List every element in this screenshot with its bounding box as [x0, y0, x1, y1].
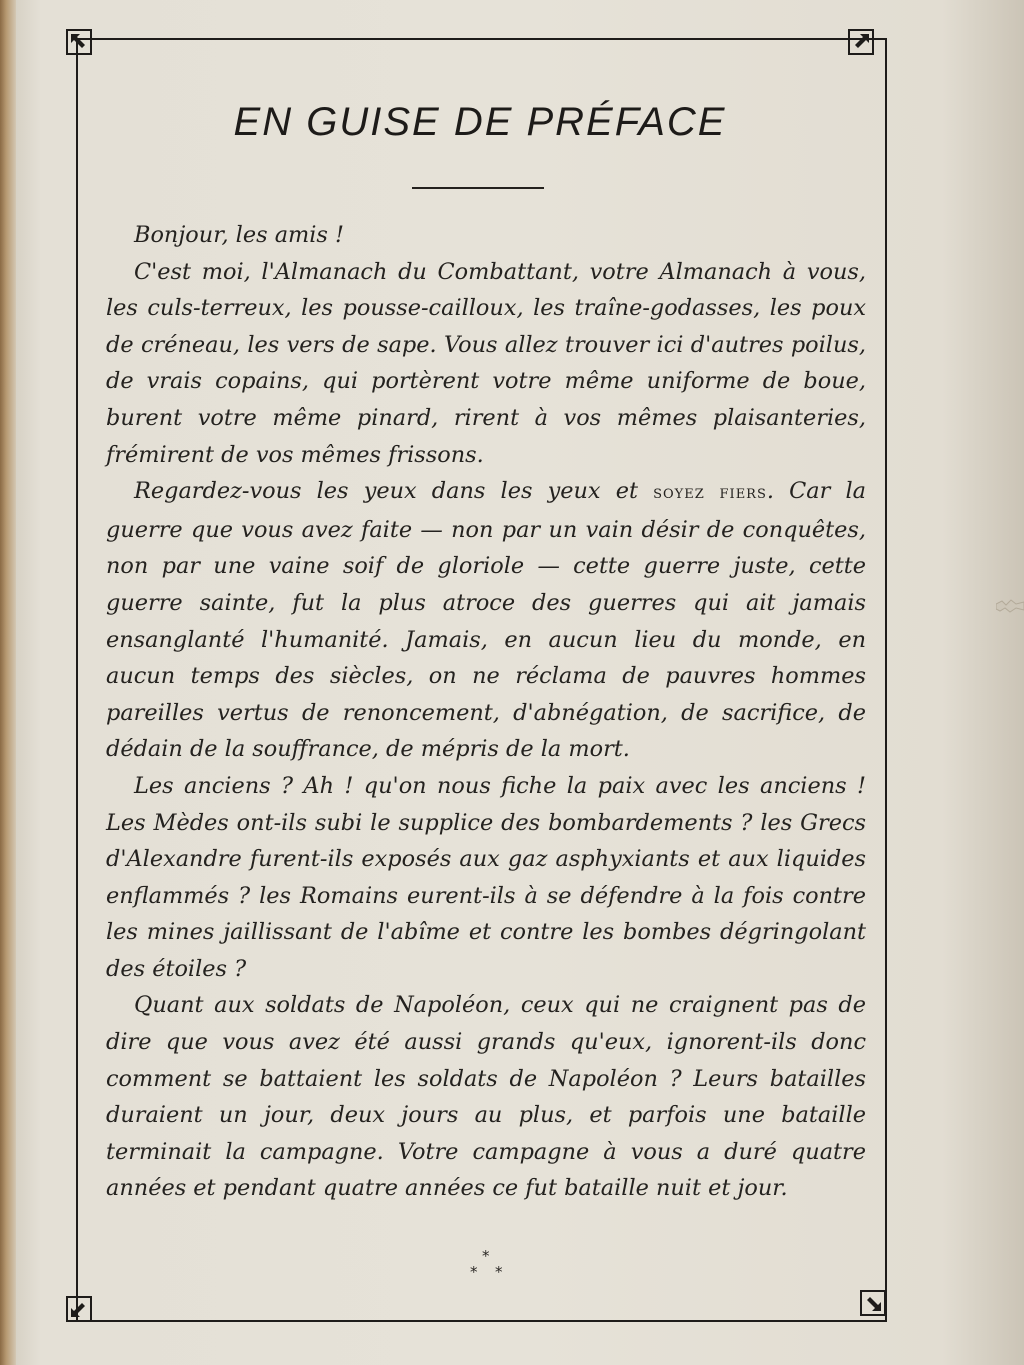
greeting-paragraph: Bonjour, les amis ! — [134, 222, 345, 248]
paragraph-almanach: C'est moi, l'Almanach du Combattant, votre Almanach à vous, les culs-terreux, les pousse-cailloux, les traîne-godasses, les poux de créneau, les vers de sape. Vous allez trouver ici d'autres poilus, de vrais copains, qui portèrent votre même uniforme de boue, burent votre même pinard, rirent à vos mêmes plaisanteries, frémirent de vos mêmes frissons. — [106, 258, 866, 468]
asterism-star-left: * — [470, 1263, 478, 1281]
corner-ornament-bottom-right-icon — [860, 1290, 886, 1316]
paragraph-soyez-fiers-end: . Car la guerre que vous avez faite — non par un vain désir de conquêtes, non par une vaine soif de gloriole — cette guerre juste, cette guerre sainte, fut la plus atroce des guerres qui ait jamais ensanglanté l'humanité. Jamais, en aucun lieu du monde, en aucun temps des siècles, on ne réclama de pauvres hommes pareilles vertus de renoncement, d'abnégation, de sacrifice, de dédain de la souffrance, de mépris de la mort. — [106, 478, 866, 763]
paper-tear-mark — [996, 596, 1024, 618]
book-spine-edge — [0, 0, 16, 1365]
corner-ornament-top-right-icon — [848, 29, 874, 55]
paragraph-soyez-fiers-start: Regardez-vous les yeux dans les yeux et — [134, 478, 654, 505]
asterism-ornament — [468, 1247, 512, 1283]
paragraph-napoleon: Quant aux soldats de Napoléon, ceux qui ne craignent pas de dire que vous avez été aussi grands qu'eux, ignorent-ils donc comment se battaient les soldats de Napoléon ? Leurs batailles duraient un jour, deux jours au plus, et parfois une bataille terminait la campagne. Votre campagne à vous a duré quatre années et pendant quatre années ce fut bataille nuit et jour. — [106, 992, 866, 1202]
paragraph-soyez-fiers — [106, 473, 866, 768]
paragraph-anciens: Les anciens ? Ah ! qu'on nous fiche la paix avec les anciens ! Les Mèdes ont-ils subi le supplice des bombardements ? les Grecs d'Alexandre furent-ils exposés aux gaz asphyxiants et aux liquides enflammés ? les Romains eurent-ils à se défendre à la fois contre les mines jaillissant de l'abîme et contre les bombes dégringolant des étoiles ? — [106, 772, 866, 982]
asterism-star-right: * — [495, 1263, 503, 1281]
corner-ornament-top-left-icon — [66, 29, 92, 55]
soyez-fiers-emphasis: soyez fiers — [653, 482, 767, 504]
title-underline-rule — [412, 187, 544, 189]
page-title: EN GUISE DE PRÉFACE — [233, 100, 727, 144]
corner-ornament-bottom-left-icon — [66, 1296, 92, 1322]
asterism-star-top: * — [482, 1247, 490, 1265]
preface-body — [106, 217, 866, 1207]
